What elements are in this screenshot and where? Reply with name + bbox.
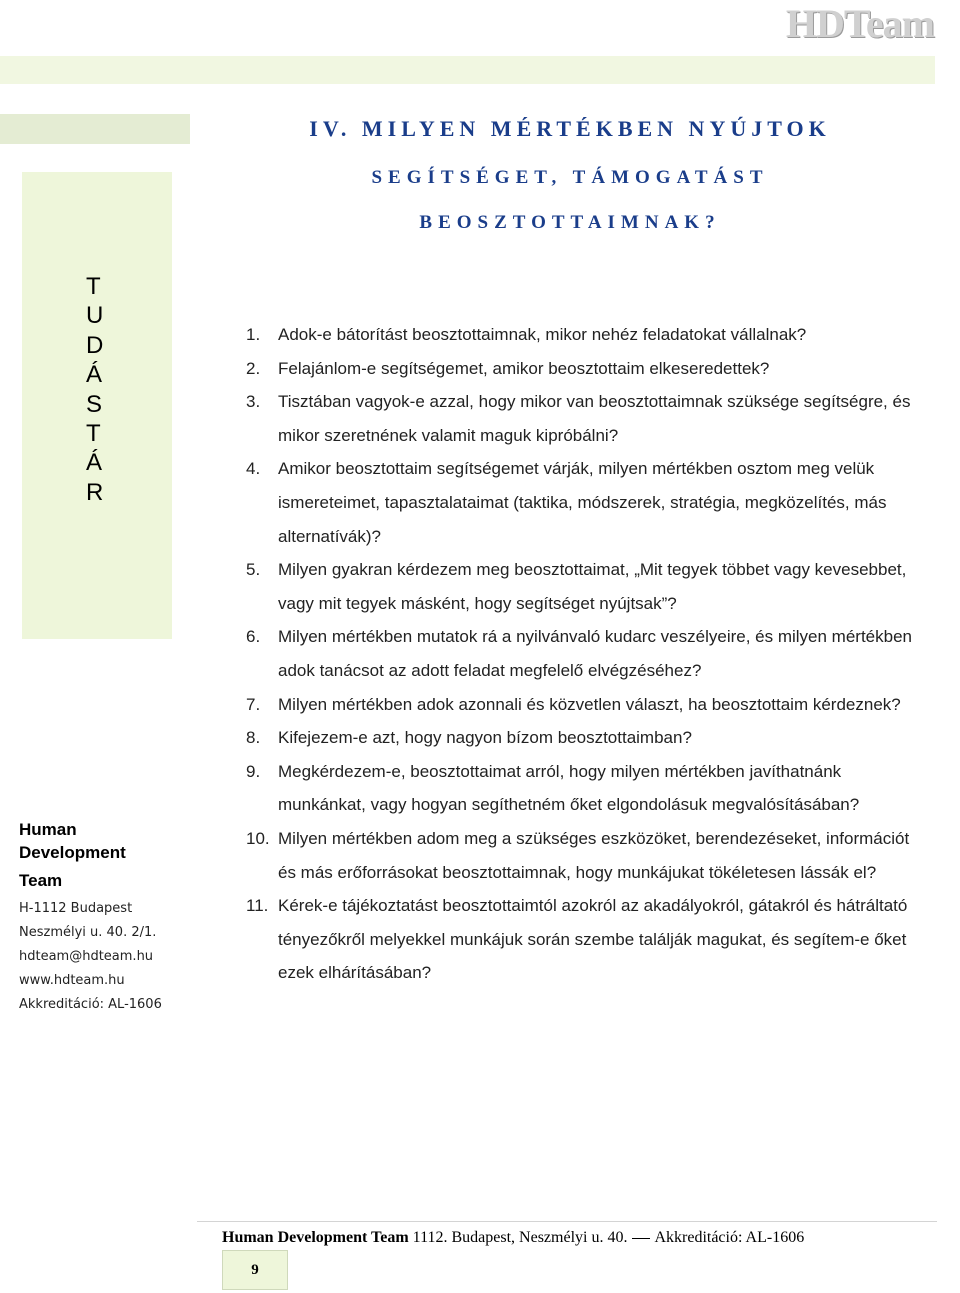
item-text: Milyen mértékben mutatok rá a nyilvánvaló kudarc veszélyeire, és milyen mértékben adok tanácsot az adott feladat megfelelő elvégzéséhez?: [278, 627, 912, 680]
side-title-letter: D: [86, 331, 104, 359]
item-number: 4.: [246, 459, 261, 479]
footer-divider: [197, 1221, 937, 1222]
org-name-line: Team: [19, 871, 63, 890]
side-title-letter: Á: [86, 361, 103, 389]
side-title-letter: R: [86, 478, 104, 506]
item-number: 2.: [246, 358, 261, 378]
item-number: 7.: [246, 694, 261, 714]
item-number: 10.: [246, 828, 270, 848]
email-link[interactable]: hdteam@hdteam.hu: [19, 949, 154, 964]
side-title-letter: T: [86, 273, 101, 300]
footer-org: Human Development Team: [222, 1229, 409, 1246]
item-text: Kifejezem-e azt, hogy nagyon bízom beosztottaimban?: [278, 728, 692, 748]
street: Neszmélyi u. 40. 2/1.: [19, 925, 157, 940]
question-list: [246, 318, 926, 990]
contact-sidebar: [19, 818, 189, 1017]
item-text: Milyen mértékben adok azonnali és közvetlen választ, ha beosztottaim kérdeznek?: [278, 694, 901, 714]
list-item: [246, 553, 926, 620]
hdteam-logo: HDTeam: [785, 1, 934, 46]
item-number: 8.: [246, 728, 261, 748]
side-title-letter: S: [86, 390, 103, 418]
list-item: [246, 385, 926, 452]
list-item: [246, 755, 926, 822]
org-name-line: Human: [19, 820, 77, 839]
item-number: 3.: [246, 392, 261, 412]
website-link[interactable]: www.hdteam.hu: [19, 973, 125, 988]
header-band: [0, 56, 935, 84]
page-number: 9: [222, 1250, 288, 1290]
item-text: Amikor beosztottaim segítségemet várják, milyen mértékben osztom meg velük ismereteimet, tapasztalataimat (taktika, módszerek, stratégia, megközelítés, más alternatívák)?: [278, 459, 887, 546]
footer-accreditation: Akkreditáció: AL-1606: [654, 1229, 805, 1246]
list-item: [246, 318, 926, 352]
side-title-letter: T: [86, 420, 101, 448]
decor-strip: [0, 114, 190, 144]
address: H-1112 Budapest: [19, 901, 133, 916]
heading-line-2: SEGÍTSÉGET, TÁMOGATÁST: [371, 167, 769, 188]
list-item: [246, 721, 926, 755]
list-item: [246, 452, 926, 553]
side-title-letter: Á: [86, 449, 103, 477]
item-text: Tisztában vagyok-e azzal, hogy mikor van beosztottaimnak szüksége segítségre, és mikor szeretnének valamit maguk kipróbálni?: [278, 392, 911, 445]
list-item: [246, 352, 926, 386]
item-number: 5.: [246, 560, 261, 580]
item-text: Megkérdezem-e, beosztottaimat arról, hogy milyen mértékben javíthatnánk munkánkat, vagy hogyan segíthetném őket elgondolásuk megvalósításában?: [278, 761, 860, 815]
item-text: Kérek-e tájékoztatást beosztottaimtól azokról az akadályokról, gátakról és hátráltató tényezőkről melyekkel munkájuk során szembe találják magukat, és segítem-e őket ezek elhárításában?: [278, 896, 908, 983]
list-item: [246, 620, 926, 687]
item-text: Felajánlom-e segítségemet, amikor beosztottaim elkeseredettek?: [278, 358, 770, 378]
item-number: 11.: [246, 896, 269, 916]
heading-line-3: BEOSZTOTTAIMNAK?: [419, 212, 721, 233]
item-text: Milyen gyakran kérdezem meg beosztottaimat, „Mit tegyek többet vagy kevesebbet, vagy mit tegyek másként, hogy segítséget nyújtsak”?: [278, 560, 907, 613]
list-item: [246, 688, 926, 722]
accreditation: Akkreditáció: AL-1606: [19, 997, 162, 1012]
list-item: [246, 889, 926, 990]
list-item: [246, 822, 926, 889]
item-number: 6.: [246, 627, 261, 647]
side-title-letter: U: [86, 302, 104, 330]
vertical-side-title: [86, 272, 126, 507]
footer-dash: [632, 1238, 650, 1239]
item-text: Adok-e bátorítást beosztottaimnak, mikor nehéz feladatokat vállalnak?: [278, 325, 807, 344]
footer-address: 1112. Budapest, Neszmélyi u. 40.: [412, 1229, 628, 1246]
footer: [222, 1229, 804, 1247]
item-number: 1.: [246, 325, 261, 344]
item-text: Milyen mértékben adom meg a szükséges eszközöket, berendezéseket, információt és más erőforrásokat beosztottaimnak, hogy munkájukat tökéletesen lássák el?: [278, 828, 910, 882]
item-number: 9.: [246, 761, 261, 781]
heading-line-1: IV. MILYEN MÉRTÉKBEN NYÚJTOK: [309, 116, 831, 141]
org-name-line: Development: [19, 843, 126, 862]
